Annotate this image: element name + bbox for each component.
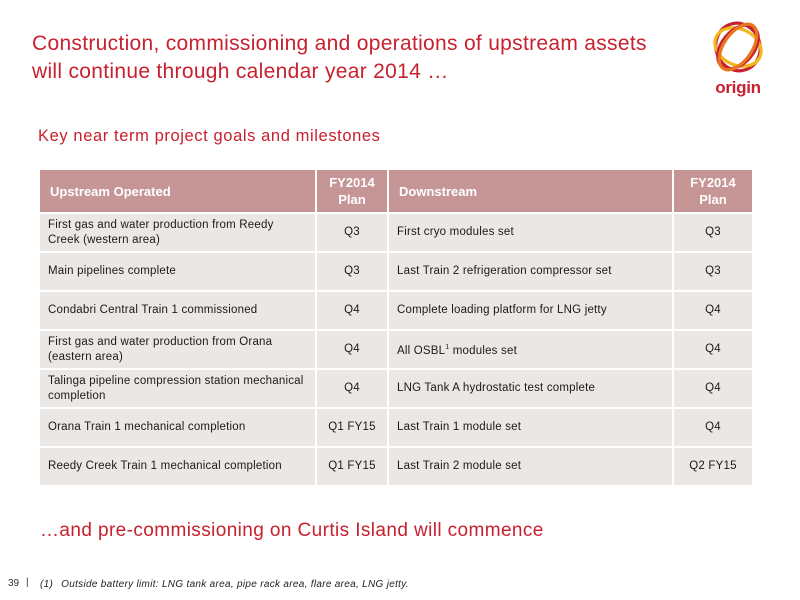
footnote <box>40 579 409 590</box>
upstream-plan: Q1 FY15 <box>316 408 388 447</box>
page-title <box>32 30 692 86</box>
downstream-milestone: Last Train 1 module set <box>388 408 673 447</box>
table-row <box>39 213 753 252</box>
section-subtitle: Key near term project goals and milestones <box>38 127 381 145</box>
upstream-milestone: Talinga pipeline compression station mechanical completion <box>39 369 316 408</box>
downstream-milestone: Last Train 2 module set <box>388 447 673 486</box>
downstream-plan: Q3 <box>673 213 753 252</box>
table-row <box>39 252 753 291</box>
header-plan-line-1: FY2014 <box>329 175 375 190</box>
header-upstream-plan <box>316 169 388 213</box>
upstream-milestone: First gas and water production from Orana (eastern area) <box>39 330 316 369</box>
table-row <box>39 369 753 408</box>
page-separator: | <box>26 577 29 588</box>
upstream-plan: Q4 <box>316 291 388 330</box>
table-header-row <box>39 169 753 213</box>
page-number: 39 <box>8 578 20 589</box>
footnote-ref: (1) <box>40 579 54 590</box>
upstream-plan: Q4 <box>316 330 388 369</box>
upstream-plan: Q1 FY15 <box>316 447 388 486</box>
upstream-milestone: Main pipelines complete <box>39 252 316 291</box>
logo-wordmark: origin <box>715 78 761 97</box>
upstream-milestone: Reedy Creek Train 1 mechanical completion <box>39 447 316 486</box>
downstream-plan: Q4 <box>673 369 753 408</box>
origin-logo <box>706 16 770 106</box>
header-upstream: Upstream Operated <box>39 169 316 213</box>
downstream-milestone: Complete loading platform for LNG jetty <box>388 291 673 330</box>
upstream-milestone: Condabri Central Train 1 commissioned <box>39 291 316 330</box>
downstream-milestone <box>388 330 673 369</box>
header-plan-line-1: FY2014 <box>690 175 736 190</box>
table-row <box>39 291 753 330</box>
title-line-2: will continue through calendar year 2014 … <box>32 60 449 83</box>
header-downstream: Downstream <box>388 169 673 213</box>
milestones-table <box>38 168 754 487</box>
header-plan-line-2: Plan <box>338 192 366 207</box>
osbl-label: All OSBL <box>397 344 446 357</box>
closing-statement: …and pre-commissioning on Curtis Island will commence <box>40 520 544 541</box>
downstream-plan: Q4 <box>673 291 753 330</box>
osbl-suffix: modules set <box>449 344 517 357</box>
upstream-plan: Q3 <box>316 213 388 252</box>
header-plan-line-2: Plan <box>699 192 727 207</box>
downstream-plan: Q4 <box>673 408 753 447</box>
downstream-milestone: LNG Tank A hydrostatic test complete <box>388 369 673 408</box>
downstream-plan: Q2 FY15 <box>673 447 753 486</box>
downstream-plan: Q3 <box>673 252 753 291</box>
downstream-milestone: First cryo modules set <box>388 213 673 252</box>
title-line-1: Construction, commissioning and operations of upstream assets <box>32 32 647 55</box>
footnote-marker: 1 <box>445 344 450 352</box>
upstream-milestone: First gas and water production from Reedy Creek (western area) <box>39 213 316 252</box>
downstream-milestone: Last Train 2 refrigeration compressor set <box>388 252 673 291</box>
header-downstream-plan <box>673 169 753 213</box>
upstream-milestone: Orana Train 1 mechanical completion <box>39 408 316 447</box>
downstream-plan: Q4 <box>673 330 753 369</box>
table-row <box>39 408 753 447</box>
table-row <box>39 447 753 486</box>
upstream-plan: Q3 <box>316 252 388 291</box>
table-row <box>39 330 753 369</box>
footnote-text: Outside battery limit: LNG tank area, pipe rack area, flare area, LNG jetty. <box>61 579 409 590</box>
origin-ring-logo-icon <box>706 16 770 78</box>
upstream-plan: Q4 <box>316 369 388 408</box>
